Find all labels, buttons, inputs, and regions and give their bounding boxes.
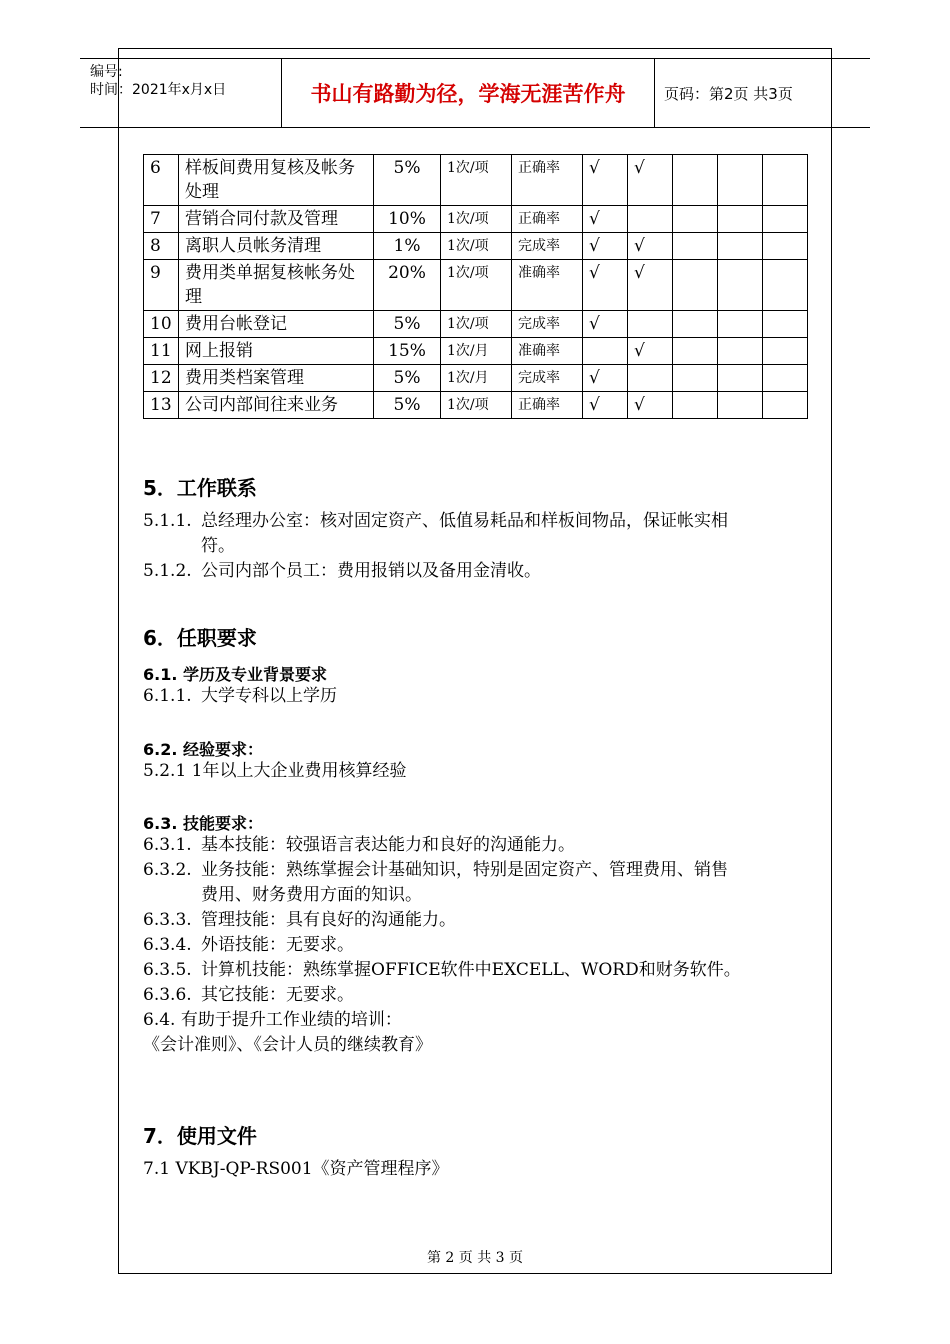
row-empty-cell (763, 206, 808, 233)
item-text: 公司内部个员工：费用报销以及备用金清收。 (201, 561, 541, 581)
row-check: √ (628, 392, 673, 419)
row-number: 7 (144, 206, 179, 233)
row-item: 营销合同付款及管理 (179, 206, 374, 233)
page-header (80, 58, 870, 128)
row-frequency: 1次/项 (441, 392, 512, 419)
table-row (144, 338, 808, 365)
row-empty-cell (718, 365, 763, 392)
list-item (143, 858, 813, 908)
row-item: 费用类档案管理 (179, 365, 374, 392)
row-frequency: 1次/月 (441, 338, 512, 365)
row-check (628, 365, 673, 392)
row-check: √ (583, 233, 628, 260)
item-text: 外语技能：无要求。 (201, 935, 354, 955)
row-empty-cell (718, 392, 763, 419)
subsection-title: 6.3. 技能要求： (143, 814, 263, 833)
row-number: 9 (144, 260, 179, 311)
row-frequency: 1次/项 (441, 233, 512, 260)
code-label: 编号: (90, 64, 123, 80)
row-weight: 5% (374, 311, 441, 338)
row-check: √ (628, 155, 673, 206)
row-frequency: 1次/项 (441, 260, 512, 311)
row-check: √ (583, 311, 628, 338)
row-item: 公司内部间往来业务 (179, 392, 374, 419)
section-title: 5．工作联系 (143, 476, 257, 500)
row-check: √ (628, 338, 673, 365)
row-check: √ (583, 260, 628, 311)
item-text: 计算机技能：熟练掌握OFFICE软件中EXCELL、WORD和财务软件。 (201, 960, 741, 980)
row-empty-cell (673, 206, 718, 233)
header-page-info: 页码：第2页 共3页 (664, 85, 793, 103)
subsection-title: 6.1. 学历及专业背景要求 (143, 665, 327, 684)
row-number: 10 (144, 311, 179, 338)
table-row (144, 260, 808, 311)
row-metric: 完成率 (512, 311, 583, 338)
row-empty-cell (673, 155, 718, 206)
time-label: 时间：2021年x月x日 (90, 82, 227, 98)
row-metric: 正确率 (512, 206, 583, 233)
item-text: 总经理办公室：核对固定资产、低值易耗品和样板间物品，保证帐实相 (201, 511, 728, 531)
list-item: 6.4. 有助于提升工作业绩的培训： (143, 1010, 402, 1030)
training-books: 《会计准则》、《会计人员的继续教育》 (143, 1035, 432, 1055)
row-empty-cell (763, 392, 808, 419)
item-number: 6.3.4. (143, 935, 192, 955)
list-item (143, 559, 813, 584)
row-check: √ (583, 155, 628, 206)
row-weight: 15% (374, 338, 441, 365)
table-row (144, 206, 808, 233)
row-item: 费用类单据复核帐务处理 (179, 260, 374, 311)
row-empty-cell (718, 233, 763, 260)
row-metric: 准确率 (512, 338, 583, 365)
page-footer: 第 2 页 共 3 页 (426, 1250, 524, 1266)
row-frequency: 1次/项 (441, 206, 512, 233)
row-check: √ (583, 365, 628, 392)
row-metric: 完成率 (512, 365, 583, 392)
row-empty-cell (763, 338, 808, 365)
list-item (143, 958, 813, 983)
row-weight: 5% (374, 155, 441, 206)
row-empty-cell (673, 260, 718, 311)
row-empty-cell (763, 155, 808, 206)
kpi-table (143, 154, 808, 419)
table-row (144, 365, 808, 392)
header-divider (654, 59, 655, 127)
row-number: 8 (144, 233, 179, 260)
row-check (628, 311, 673, 338)
list-item: 5.2.1 1年以上大企业费用核算经验 (143, 761, 407, 781)
header-meta (90, 63, 226, 99)
row-weight: 10% (374, 206, 441, 233)
row-check: √ (583, 392, 628, 419)
row-empty-cell (673, 311, 718, 338)
list-item (143, 983, 813, 1008)
subsection-title: 6.2. 经验要求： (143, 740, 263, 759)
row-weight: 1% (374, 233, 441, 260)
row-number: 13 (144, 392, 179, 419)
row-empty-cell (718, 155, 763, 206)
row-check: √ (583, 206, 628, 233)
row-weight: 20% (374, 260, 441, 311)
row-empty-cell (718, 206, 763, 233)
item-number: 6.3.6. (143, 985, 192, 1005)
list-item (143, 509, 813, 559)
row-item: 网上报销 (179, 338, 374, 365)
section-title: 7．使用文件 (143, 1124, 257, 1148)
item-text: 基本技能：较强语言表达能力和良好的沟通能力。 (201, 835, 575, 855)
row-item: 样板间费用复核及帐务处理 (179, 155, 374, 206)
row-empty-cell (763, 365, 808, 392)
row-check (583, 338, 628, 365)
list-item (143, 908, 813, 933)
item-text: 大学专科以上学历 (201, 686, 337, 706)
row-weight: 5% (374, 365, 441, 392)
list-item (143, 933, 813, 958)
row-empty-cell (673, 233, 718, 260)
row-metric: 正确率 (512, 392, 583, 419)
row-weight: 5% (374, 392, 441, 419)
list-item (143, 684, 813, 709)
item-number: 5.1.2. (143, 561, 192, 581)
row-number: 6 (144, 155, 179, 206)
item-text: 其它技能：无要求。 (201, 985, 354, 1005)
row-item: 费用台帐登记 (179, 311, 374, 338)
table-row (144, 392, 808, 419)
item-number: 5.1.1. (143, 511, 192, 531)
table-row (144, 233, 808, 260)
row-empty-cell (673, 338, 718, 365)
row-frequency: 1次/项 (441, 311, 512, 338)
row-item: 离职人员帐务清理 (179, 233, 374, 260)
row-metric: 完成率 (512, 233, 583, 260)
header-motto: 书山有路勤为径，学海无涯苦作舟 (310, 82, 626, 106)
item-number: 6.3.5. (143, 960, 192, 980)
row-metric: 准确率 (512, 260, 583, 311)
row-empty-cell (673, 392, 718, 419)
row-empty-cell (763, 260, 808, 311)
row-metric: 正确率 (512, 155, 583, 206)
item-number: 6.3.3. (143, 910, 192, 930)
list-item: 7.1 VKBJ-QP-RS001《资产管理程序》 (143, 1159, 449, 1179)
row-number: 12 (144, 365, 179, 392)
item-number: 6.3.2. (143, 860, 192, 880)
item-text: 业务技能：熟练掌握会计基础知识，特别是固定资产、管理费用、销售 (201, 860, 728, 880)
row-check (628, 206, 673, 233)
table-row (144, 311, 808, 338)
item-number: 6.1.1. (143, 686, 192, 706)
item-text-continued: 费用、财务费用方面的知识。 (201, 885, 422, 905)
item-text-continued: 符。 (201, 536, 235, 556)
row-empty-cell (673, 365, 718, 392)
row-empty-cell (718, 311, 763, 338)
section-title: 6．任职要求 (143, 626, 257, 650)
row-frequency: 1次/项 (441, 155, 512, 206)
item-number: 6.3.1. (143, 835, 192, 855)
row-check: √ (628, 233, 673, 260)
row-empty-cell (763, 311, 808, 338)
table-row (144, 155, 808, 206)
row-empty-cell (718, 260, 763, 311)
item-text: 管理技能：具有良好的沟通能力。 (201, 910, 456, 930)
row-number: 11 (144, 338, 179, 365)
row-empty-cell (718, 338, 763, 365)
list-item (143, 833, 813, 858)
row-empty-cell (763, 233, 808, 260)
row-frequency: 1次/月 (441, 365, 512, 392)
row-check: √ (628, 260, 673, 311)
